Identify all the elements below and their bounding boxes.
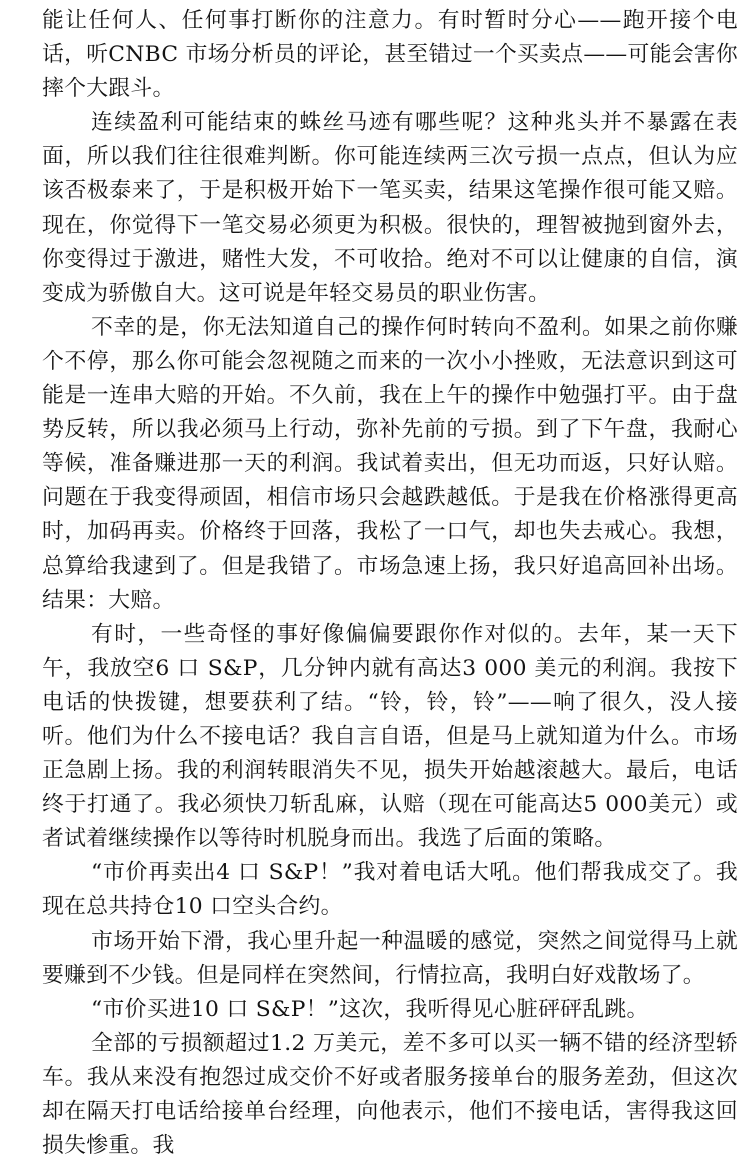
- paragraph-2: 连续盈利可能结束的蛛丝马迹有哪些呢？这种兆头并不暴露在表面，所以我们往往很难判断。你可能连续两三次亏损一点点，但认为应该否极泰来了，于是积极开始下一笔买卖，结果这笔操作很可能又赔。现在，你觉得下一笔交易必须更为积极。很快的，理智被抛到窗外去，你变得过于激进，赌性大发，不可收拾。绝对不可以让健康的自信，演变成为骄傲自大。这可说是年轻交易员的职业伤害。: [42, 110, 738, 306]
- paragraph-8: 全部的亏损额超过1.2 万美元，差不多可以买一辆不错的经济型轿车。我从来没有抱怨过成交价不好或者服务接单台的服务差劲，但这次却在隔天打电话给接单台经理，向他表示，他们不接电话，害得我这回损失惨重。我: [42, 1030, 738, 1159]
- paragraph-1: 能让任何人、任何事打断你的注意力。有时暂时分心——跑开接个电话，听CNBC 市场分析员的评论，甚至错过一个买卖点——可能会害你摔个大跟斗。: [42, 8, 738, 102]
- paragraph-4: 有时，一些奇怪的事好像偏偏要跟你作对似的。去年，某一天下午，我放空6 口 S&P，几分钟内就有高达3 000 美元的利润。我按下电话的快拨键，想要获利了结。“铃，铃，铃”——响了很久，没人接听。他们为什么不接电话？我自言自语，但是马上就知道为什么。市场正急剧上扬。我的利润转眼消失不见，损失开始越滚越大。最后，电话终于打通了。我必须快刀斩乱麻，认赔（现在可能高达5 000美元）或者试着继续操作以等待时机脱身而出。我选了后面的策略。: [42, 621, 738, 852]
- paragraph-3: 不幸的是，你无法知道自己的操作何时转向不盈利。如果之前你赚个不停，那么你可能会忽视随之而来的一次小小挫败，无法意识到这可能是一连串大赔的开始。不久前，我在上午的操作中勉强打平。由于盘势反转，所以我必须马上行动，弥补先前的亏损。到了下午盘，我耐心等候，准备赚进那一天的利润。我试着卖出，但无功而返，只好认赔。问题在于我变得顽固，相信市场只会越跌越低。于是我在价格涨得更高时，加码再卖。价格终于回落，我松了一口气，却也失去戒心。我想，总算给我逮到了。但是我错了。市场急速上扬，我只好追高回补出场。结果：大赔。: [42, 314, 738, 613]
- paragraph-7: “市价买进10 口 S&P！”这次，我听得见心脏砰砰乱跳。: [91, 996, 649, 1022]
- paragraph-5: “市价再卖出4 口 S&P！”我对着电话大吼。他们帮我成交了。我现在总共持仓10 口空头合约。: [42, 860, 738, 920]
- paragraph-6: 市场开始下滑，我心里升起一种温暖的感觉，突然之间觉得马上就要赚到不少钱。但是同样在突然间，行情拉高，我明白好戏散场了。: [42, 928, 738, 988]
